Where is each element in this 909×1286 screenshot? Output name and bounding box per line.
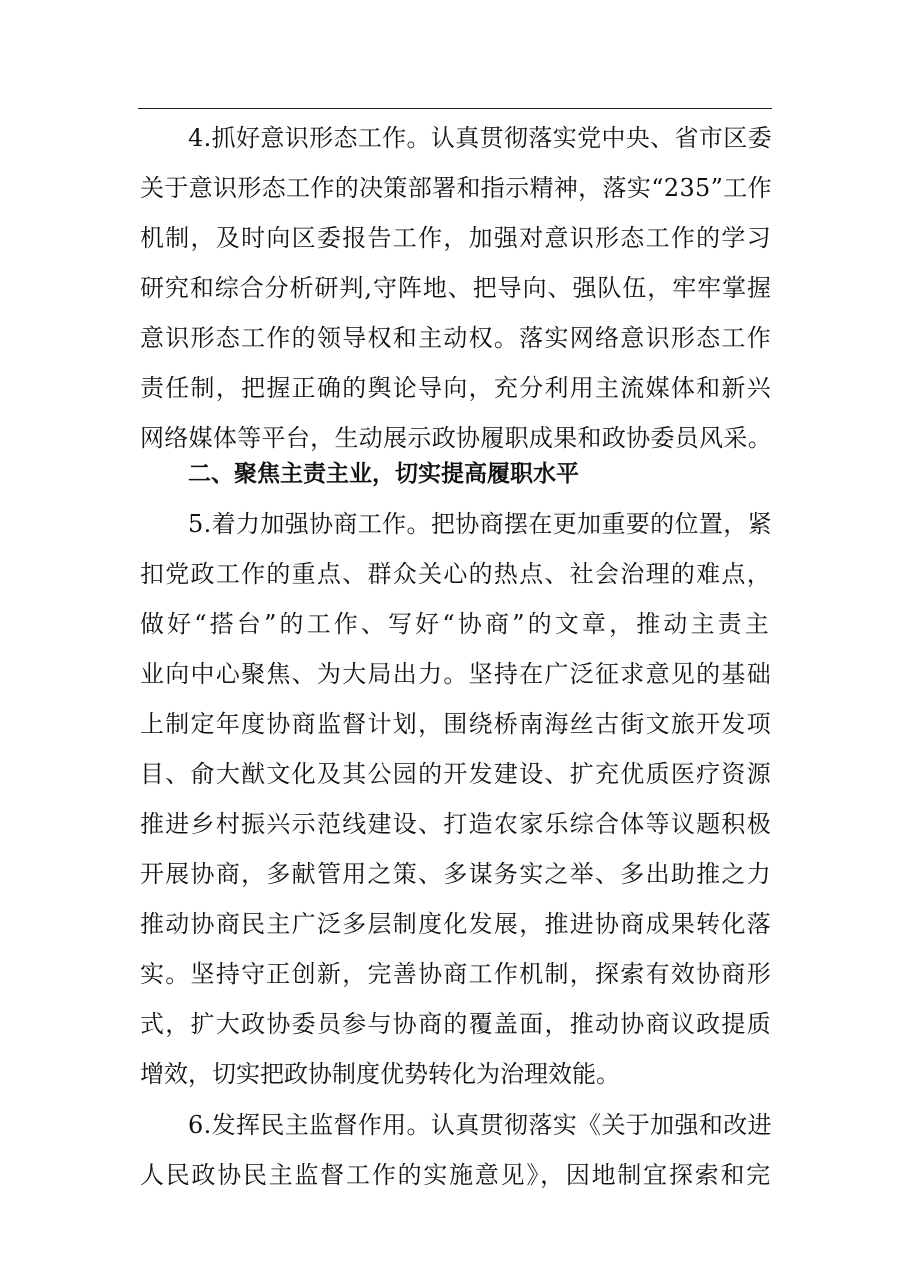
paragraph-line: 增效，切实把政协制度优势转化为治理效能。 <box>140 1060 620 1088</box>
header-rule <box>138 108 772 109</box>
paragraph-line: 6.发挥民主监督作用。认真贯彻落实《关于加强和改进 <box>188 1111 772 1139</box>
paragraph-line: 意识形态工作的领导权和主动权。落实网络意识形态工作 <box>140 324 772 352</box>
section-heading: 二、聚焦主责主业，切实提高履职水平 <box>188 461 579 487</box>
paragraph-line: 机制，及时向区委报告工作，加强对意识形态工作的学习 <box>140 224 772 252</box>
paragraph-line: 做好“搭台”的工作、写好“协商”的文章，推动主责主 <box>140 610 773 638</box>
paragraph-line: 上制定年度协商监督计划，围绕桥南海丝古街文旅开发项 <box>140 710 772 738</box>
paragraph-line: 式，扩大政协委员参与协商的覆盖面，推动协商议政提质 <box>140 1010 772 1038</box>
paragraph-line: 4.抓好意识形态工作。认真贯彻落实党中央、省市区委 <box>188 124 772 152</box>
paragraph-line: 开展协商，多献管用之策、多谋务实之举、多出助推之力 <box>140 860 772 888</box>
paragraph-line: 5.着力加强协商工作。把协商摆在更加重要的位置，紧 <box>188 510 772 538</box>
paragraph-line: 实。坚持守正创新，完善协商工作机制，探索有效协商形 <box>140 960 772 988</box>
paragraph-line: 推动协商民主广泛多层制度化发展，推进协商成果转化落 <box>140 910 772 938</box>
paragraph-line: 目、俞大猷文化及其公园的开发建设、扩充优质医疗资源 <box>140 760 772 788</box>
paragraph-line: 人民政协民主监督工作的实施意见》，因地制宜探索和完 <box>140 1161 772 1189</box>
paragraph-line: 研究和综合分析研判,守阵地、把导向、强队伍，牢牢掌握 <box>140 274 772 302</box>
paragraph-line: 业向中心聚焦、为大局出力。坚持在广泛征求意见的基础 <box>140 660 772 688</box>
paragraph-line: 扣党政工作的重点、群众关心的热点、社会治理的难点， <box>140 560 772 588</box>
paragraph-line: 关于意识形态工作的决策部署和指示精神，落实“235”工作 <box>140 174 772 202</box>
paragraph-line: 责任制，把握正确的舆论导向，充分利用主流媒体和新兴 <box>140 374 772 402</box>
paragraph-line: 网络媒体等平台，生动展示政协履职成果和政协委员风采。 <box>140 424 773 452</box>
paragraph-line: 推进乡村振兴示范线建设、打造农家乐综合体等议题积极 <box>140 810 772 838</box>
